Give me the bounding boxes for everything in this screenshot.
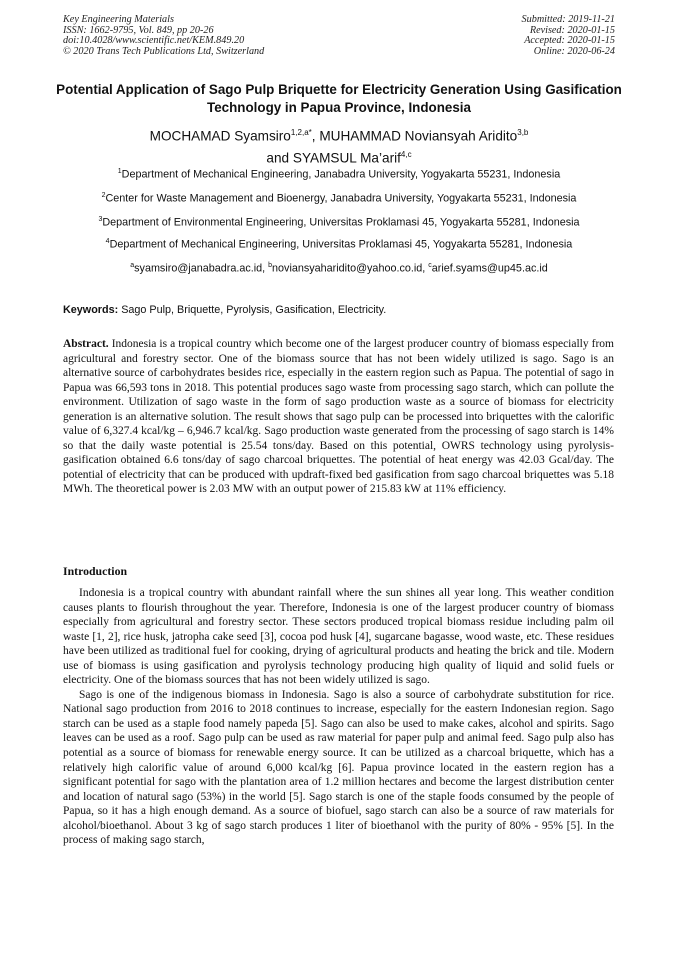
abstract-label: Abstract. (63, 338, 109, 350)
keywords (63, 303, 623, 317)
revised-date: Revised: 2020-01-15 (529, 24, 615, 36)
author-list (50, 124, 628, 167)
author-name: MUHAMMAD Noviansyah Aridito (319, 128, 518, 144)
abstract (63, 337, 614, 497)
affiliation: $^1$Department of Mechanical Engineering, Janabadra University, Yogyakarta 55231, Indonesia (117, 168, 561, 181)
author-name: MOCHAMAD Syamsiro (149, 128, 291, 144)
affiliations (55, 165, 623, 283)
email-link[interactable]: arief.syams@up45.ac.id (431, 262, 548, 275)
introduction-body (63, 586, 614, 848)
journal-info (63, 15, 264, 57)
author-separator: and (266, 150, 293, 166)
submitted-date: Submitted: 2019-11-21 (521, 14, 615, 25)
author-affiliation-marker: 3,b (517, 128, 529, 137)
author-affiliation-marker: 1,2,a* (290, 128, 312, 137)
affiliation: $^3$Department of Environmental Engineering, Universitas Proklamasi 45, Yogyakarta 55281, Indonesia (98, 216, 580, 229)
affiliation: $^2$Center for Waste Management and Bioenergy, Janabadra University, Yogyakarta 55231, Indonesia (101, 192, 577, 205)
email-link[interactable]: noviansyaharidito@yahoo.co.id, (272, 262, 429, 275)
author-affiliation-marker: 4,c (400, 149, 412, 159)
submission-dates (522, 15, 615, 57)
paragraph: Indonesia is a tropical country with abundant rainfall where the sun shines all year long. This weather condition causes plants to flourish throughout the year. Therefore, Indonesia is one of the largest producer country of biomass especially from agricultural and forestry sector. These sectors produced tropical biomass residue including palm oil waste [1, 2], rice husk, jatropha cake seed [3], cocoa pod husk [4], sugarcane bagasse, wood waste, etc. These residues have been utilized as traditional fuel for cooking, drying of agricultural products and heating the brick and tile. Modern use of biomass is using gasification and pyrolysis technology producing high quality of liquid and solid fuels or electricity. One of the biomass sources that has not been widely utilized is sago. (63, 587, 614, 687)
author-separator: , (311, 128, 320, 144)
journal-issn: ISSN: 1662-9795, Vol. 849, pp 20-26 (63, 24, 214, 36)
keywords-label: Keywords: (63, 304, 119, 316)
paragraph: Sago is one of the indigenous biomass in Indonesia. Sago is also a source of carbohydrate substitution for rice. National sago production from 2016 to 2018 continues to increase, especially for the eastern Indonesian region. Sago starch can be used as a staple food namely papeda [5]. Sago can also be used to make cakes, alcohol and spirits. Sago leaves can be used as a roof. Sago pulp can be used as raw material for paper pulp and animal feed. Sago pulp also has potential as a source of biomass for renewable energy source. It can be utilized as a charcoal briquette, which has a relatively high calorific value of around 6,000 kcal/kg [6]. Papua province located in the eastern region has a significant potential for sago with the plantation area of 1.2 million hectares and become the largest distribution center and location of natural sago (53%) in the world [5]. Sago starch is one of the staple foods consumed by the people of Papua, so it has a high enough demand. As a source of biofuel, sago starch can also be a source of raw materials for alcohol/bioethanol. About 3 kg of sago starch produces 1 liter of bioethanol with the purity of 80% - 95% [5]. In the process of making sago starch, (63, 688, 614, 847)
author-emails: $^a$syamsiro@janabadra.ac.id, $^b$noviansyaharidito@yahoo.co.id, $^c$arief.syams@up45.ac.id (130, 262, 548, 275)
journal-doi: doi:10.4028/www.scientific.net/KEM.849.20 (63, 35, 245, 47)
paper-title: Potential Application of Sago Pulp Briquette for Electricity Generation Using Gasification Technology in Papua Province, Indonesia (56, 82, 622, 115)
accepted-date: Accepted: 2020-01-15 (524, 35, 615, 47)
journal-name: Key Engineering Materials (63, 14, 174, 25)
email-link[interactable]: syamsiro@janabadra.ac.id, (134, 262, 269, 275)
keywords-text: Sago Pulp, Briquette, Pyrolysis, Gasification, Electricity. (118, 304, 387, 316)
author-name: SYAMSUL Ma’arif (292, 150, 401, 166)
affiliation: $^4$Department of Mechanical Engineering, Universitas Proklamasi 45, Yogyakarta 55281, Indonesia (105, 238, 573, 251)
abstract-text: Indonesia is a tropical country which become one of the largest producer country of biomass especially from agricultural and forestry sector. One of the biomass source that has not been widely utilized is sago. Sago is an alternative source of carbohydrates besides rice, especially in the eastern region such as Papua. The potential of sago in Papua was 66,593 tons in 2018. This potential produces sago waste from processing sago starch, which can pollute the environment. Utilization of sago waste in the form of sago production waste as a source of biomass for electricity generation is an alternative solution. The result shows that sago pulp can be processed into briquettes with the calorific value of 6,327.4 kcal/kg – 6,946.7 kcal/kg. Sago production waste generated from the processing of sago starch is 14% so that the daily waste potential is 25.54 tons/day. Based on this potential, OWRS technology using pyrolysis-gasification obtained 6.6 tons/day of sago charcoal briquettes. The potential of heat energy was 42.03 Gcal/day. The potential of electricity that can be produced with updraft-fixed bed gasification from sago charcoal briquettes was 5.18 MWh. The theoretical power is 2.03 MW with an output power of 215.83 kW at 11% efficiency. (63, 338, 614, 496)
journal-copyright: © 2020 Trans Tech Publications Ltd, Switzerland (63, 45, 265, 57)
section-heading: Introduction (63, 564, 128, 578)
online-date: Online: 2020-06-24 (533, 45, 615, 57)
